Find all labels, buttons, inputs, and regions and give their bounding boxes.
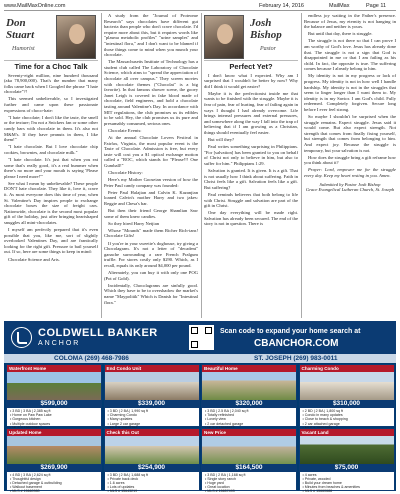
property-listing[interactable] xyxy=(6,364,102,427)
listing-price: $164,500 xyxy=(202,464,296,472)
listing-feature: • Single story ranch xyxy=(205,477,294,481)
ad-banner xyxy=(4,321,396,354)
paragraph: Chocolate Events: xyxy=(108,127,142,133)
listing-label: End Condo Unit xyxy=(105,365,199,372)
listing-feature: • 1.6 acres xyxy=(108,481,197,485)
listing-price: $75,000 xyxy=(300,464,394,472)
coldwell-banker-logo-icon xyxy=(11,327,32,348)
office-st-joseph: ST. JOSEPH (269) 983-0011 xyxy=(254,355,338,362)
listing-label: Charming Condo xyxy=(300,365,394,372)
paragraph: Paul reminds believers that both belong to life with Christ. Struggle and salvation are part of the gift in Christ. xyxy=(204,191,298,209)
brand-name: COLDWELL BANKER xyxy=(38,327,158,339)
paragraph: A study from the "Journal of Proteome Research" says chocolates have different gut bacteria than people who don't crave chocolate. I'd require more about this, but it requires words like "plasma metabolic profiles" "urine samples" and "intestinal flora," and I don't want to be blamed if those things come to mind when you munch your chocolate. xyxy=(104,13,198,58)
author-credit: Submitted by Pastor Josh Bishop Grace Evangelical Lutheran Church, St. Joseph xyxy=(305,181,395,193)
site-url: www.MailMaxOnline.com xyxy=(4,3,66,9)
paragraph: But will they? xyxy=(208,137,235,143)
paragraph: At the annual Chocolate Lovers Festival in Fairfax, Virginia, the most popular event is the Taste of Chocolate. Admission is free, but every taste will cost you a $1 optical exchange motion called a "ROC, which stands for "Please!!! One Gumball!" xyxy=(104,134,198,168)
listing-feature: • Build your dream home xyxy=(303,481,392,485)
page-header xyxy=(4,2,396,11)
listing-feature: • Private back deck xyxy=(108,477,197,481)
property-photo xyxy=(7,372,101,400)
listing-feature: • Private, wooded xyxy=(303,477,392,481)
office-coloma: COLOMA (269) 468-7986 xyxy=(54,355,129,362)
website-link[interactable]: CBANCHOR.COM xyxy=(254,338,339,349)
pastor-column-continued xyxy=(304,13,396,318)
paragraph: Whose "Mounds" made them Richer Rich-ians! Chocolate Gifts! xyxy=(104,227,198,239)
listing-feature: • Home on Paw Paw Lake xyxy=(10,413,99,417)
listing-feature: • 3 BD | 3 BA | 2,385 sq ft xyxy=(10,409,99,413)
property-photo xyxy=(105,372,199,400)
paper-name: MailMax xyxy=(329,3,350,9)
humorist-role: Humorist xyxy=(12,46,35,52)
issue-date: February 14, 2016 xyxy=(259,3,304,9)
listing-feature: • 2 car detached garage xyxy=(205,422,294,426)
property-photo xyxy=(300,436,394,464)
column-divider xyxy=(301,13,302,318)
paragraph: Chocolate History: xyxy=(108,170,143,176)
listing-price: $310,000 xyxy=(300,400,394,408)
listing-feature: • Large 2 car garage xyxy=(108,422,197,426)
pastor-body xyxy=(204,73,298,227)
paragraph: Alternately, you can buy it with only one POG (Pot of Gold). xyxy=(104,270,198,281)
humorist-name: Don Stuart xyxy=(6,17,35,41)
listing-feature: • Charming Condo xyxy=(108,413,197,417)
pastor-photo xyxy=(204,15,244,59)
paragraph: The struggle is not there so that I can prove I am worthy of God's love. Jesus has already done that. The struggle is not a sign that God is disappointed in me or that I am failing as his child. In fact, the opposite is true. The suffering comes because I already belong to him. xyxy=(304,38,396,72)
paragraph: So they hired Harry Netjian xyxy=(108,220,160,226)
paragraph: I don't know what I expected. Why am I surprised that I wouldn't be better by now? Why did I think it would get easier? xyxy=(204,72,298,89)
listing-feature: • 2 car attached garage xyxy=(303,422,392,426)
article-columns xyxy=(4,13,396,318)
listing-label: Waterfront Home xyxy=(7,365,101,372)
paragraph: My identity is not in my progress or lack of progress. My identity is not in how well I handle hardship. My identity is not in the struggles that seem to linger longer than I want them to. My identity is in my Savior. I am God's child. Fully redeemed. Completely forgiven. Secure long before I ever feel strong. xyxy=(304,73,396,112)
listing-feature: • Lovely view xyxy=(205,417,294,421)
listing-feature: • Lots of updates xyxy=(108,485,197,489)
pastor-role: Pastor xyxy=(260,46,277,52)
listing-feature: • Multiple outdoor spaces xyxy=(10,422,99,426)
listing-feature: • MLS # 15660980 xyxy=(10,489,99,493)
humorist-column-continued xyxy=(104,13,198,318)
column-divider xyxy=(101,13,102,318)
listing-feature: • Walkout basement xyxy=(10,485,99,489)
paragraph: Salvation is granted. It is given. It is a gift. That is not usually how I think about suffering. Faith in Christ feels like a gift. Salvation feels like a gift. But suffering? xyxy=(204,168,298,190)
property-listing[interactable] xyxy=(6,428,102,494)
humorist-photo xyxy=(56,15,96,59)
property-photo xyxy=(105,436,199,464)
qr-code-icon[interactable] xyxy=(189,325,214,350)
paragraph: Incidentally, Chocolagrams are sinfully good. Which they have to be to overshadow the market's name "Maypolitik" Which is Danish for "Intestinal flora." xyxy=(104,282,198,305)
listing-price: $320,000 xyxy=(202,400,296,408)
listing-price: $269,900 xyxy=(7,464,101,472)
paragraph: Peter Paul Halajian and Calvin K. Kazanjian loaned Calvin's mother Harry and two jakes: Reggie and Chesa's bar. xyxy=(104,189,198,206)
listing-feature: • Close to beach & shopping xyxy=(303,417,392,421)
listing-features xyxy=(205,473,294,494)
listing-feature: • Minutes from beaches & amenities xyxy=(303,485,392,489)
listing-feature: • 3 BD | 2.5 BA | 2,040 sq ft xyxy=(205,409,294,413)
paragraph: Maybe it is the perfectionist inside me that wants to be finished with the struggle. Maybe it is fear of pain, fear of hurting, fear of failing again in ways I thought I had already overcome. Life brings internal pressures and external pressures, and somewhere along the way I fall into the trap of believing that if I am growing as a Christian, things should eventually feel easier. xyxy=(204,90,298,136)
pastor-name: Josh Bishop xyxy=(250,17,282,41)
paragraph: Chocolate Science and Arts. xyxy=(8,256,60,262)
pastor-body-continued xyxy=(304,13,396,166)
listing-features xyxy=(10,473,99,494)
listing-feature: • 4 acres xyxy=(303,473,392,477)
listing-price: $339,000 xyxy=(105,400,199,408)
humorist-headline: Time for a Choc Talk xyxy=(14,62,88,71)
paragraph: I myself am perfectly prepared that it's even possible that you, like me, sort of slightly overlooked Valentines Day, and are frantically looking for the right gift. Pressure to bail yourself out. If so, here are some things to keep in mind: xyxy=(4,227,98,255)
listing-feature: • 3 BD | 2 BA | 1,688 sq ft xyxy=(108,473,197,477)
listing-feature: • 2 BD | 2 BA | 1,800 sq ft xyxy=(303,409,392,413)
pastor-column xyxy=(204,13,298,318)
property-listing[interactable] xyxy=(299,428,395,494)
listing-features xyxy=(108,473,197,494)
listing-feature: • 3 BD | 2 BA | 1,990 sq ft xyxy=(108,409,197,413)
listing-feature: • 3 BD | 2 BA | 1,168 sq ft xyxy=(205,473,294,477)
scan-instruction: Scan code to expand your home search at xyxy=(220,328,361,335)
listing-feature: • Great location xyxy=(205,485,294,489)
humorist-column xyxy=(4,13,98,318)
property-photo xyxy=(300,372,394,400)
paragraph: "I hate chocolate; I don't like the taste, the smell or the texture; I'm not a Snickers fan or some other candy bars with chocolate in them. It's also not M&M's. If they have peanuts in them, I like them!" xyxy=(4,114,98,143)
property-photo xyxy=(202,436,296,464)
pastor-headline: Perfect Yet? xyxy=(229,62,273,71)
paragraph: If you're in your sweetie's doghouse, try giving a Chocolagram. It's not a letter of "decadent" ganache surrounding a rare French Pralgum truffle. For stores costly only $290. Which, as I recall, equals its only around $4,000 per pound. xyxy=(104,240,198,268)
property-listing[interactable] xyxy=(104,428,200,494)
paragraph: But until that day, there is struggle. xyxy=(308,31,373,37)
paragraph: The Massachusetts Institute of Technology has a student club called The Laboratory of Chocolate Science, which aims to "spread the appreciation of chocolate all over campus." They screen movies with chocolate themes ("Chocolat" is a big favorite). In that famous shower scene, the gooey Janet Leigh is covered in fake blood made of chocolate, field engineers, and hold a chocolate tasting around Valentine's Day. In accordance with MIT regulations, the club promises us its edibles to be sold. Hey, the club promises us its pure and presumably consumed, serious ones. xyxy=(104,59,198,126)
column-divider xyxy=(201,13,202,318)
listing-price: $254,900 xyxy=(105,464,199,472)
listing-feature: • Gorgeous kitchen xyxy=(10,417,99,421)
property-listing[interactable] xyxy=(299,364,395,427)
paragraph: "I hate chocolate. It's just that when you eat some that's really good, it's a real bummer when there's no more and your mouth is saying 'Please please I need more!'" xyxy=(4,156,98,179)
listing-label: New Price xyxy=(202,429,296,436)
humorist-body xyxy=(4,73,98,263)
property-listing[interactable] xyxy=(201,364,297,427)
listing-label: Beautiful Home xyxy=(202,365,296,372)
property-photo xyxy=(7,436,101,464)
brand-office: ANCHOR xyxy=(38,340,81,347)
listing-feature: • Detached garage & outbuilding xyxy=(10,481,99,485)
paragraph: How does the struggle bring a gift reframe how you think about it? xyxy=(304,154,396,166)
paragraph: Seventy-eight million, nine hundred thousand (aka 78,900,000). That's the number that many folks came back when I Googled the phrase "I hate chocolate"?! xyxy=(4,72,98,95)
property-listing[interactable] xyxy=(201,428,297,494)
paragraph: Paul writes something surprising in Philippians. "For [salvation] has been granted to you on behalf of Christ not only to believe in him, but also to suffer for him." Philippians 1:29. xyxy=(204,144,298,166)
pastor-byline xyxy=(204,13,298,61)
listing-feature: • MLS # 15660688 xyxy=(303,489,392,493)
office-bar xyxy=(4,354,396,363)
listing-feature: • 4 BD | 3 BA | 2,624 sq ft xyxy=(10,473,99,477)
listing-feature: • Thoughtful design xyxy=(10,477,99,481)
listing-label: Vacant Land xyxy=(300,429,394,436)
listing-price: $599,000 xyxy=(7,400,101,408)
paragraph: Here's my Mother Gooseian version of how the Peter Paul candy company was founded: xyxy=(104,177,198,188)
listing-feature: • Totally refinished xyxy=(205,413,294,417)
paragraph: This seemed unbelievable, so I investigated further and came upon these passionate expressions of choco-hate: xyxy=(4,96,98,113)
listing-feature: • MLS # 15657493 xyxy=(205,489,294,493)
listing-feature: • MLS # 15643219 xyxy=(108,489,197,493)
listing-feature: • Condo in many updates xyxy=(303,413,392,417)
humorist-byline xyxy=(4,13,98,61)
listing-label: Updated Home xyxy=(7,429,101,436)
closing-prayer: Prayer: Lord, empower me for the struggle every day. Keep my heart resting in you. Amen. xyxy=(304,167,396,179)
page-number: Page 11 xyxy=(366,3,387,9)
paragraph: "I hate chocolate. But I love chocolate chip cookies, brownies, and chocolate milk." xyxy=(4,144,98,155)
paragraph: See what I mean by unbelievable? These people DON'T hate chocolate. They like it, love it, crave it. As most everyone does this time of year, when St. Valentine's Day inspires people to exchange chocolate boxes the size of freight cars. Nationwide, chocolate is the second most popular gift of the holiday, just after bringing heartshaped snuggles all mini-chocolates. xyxy=(4,180,98,225)
paragraph: One day everything will be made right. Salvation has already been secured. The end of the story is not in question. There is xyxy=(204,210,298,227)
listing-label: Check this Out xyxy=(105,429,199,436)
coldwell-banker-ad xyxy=(4,321,396,494)
humorist-body-continued xyxy=(104,13,198,305)
listing-feature: • Huge yard xyxy=(205,481,294,485)
listing-feature: • Many updates xyxy=(108,417,197,421)
property-listing[interactable] xyxy=(104,364,200,427)
listing-features xyxy=(303,473,392,494)
property-photo xyxy=(202,372,296,400)
paragraph: So maybe I shouldn't be surprised when the struggle remains. Expect struggle. Jesus said it would come. But also expect strength. Not strength that comes from finally fixing yourself, but strength that comes from belonging to him. And expect joy. Because the struggle is temporary, but your salvation is not. xyxy=(304,114,396,153)
paragraph: endless joy waiting in the Father's presence. Because of Jesus, my eternity is not hanging in the balance and neither is yours. xyxy=(304,13,396,30)
paragraph: But then their friend George Shamlian Saw some of them knew candies. xyxy=(104,208,198,219)
